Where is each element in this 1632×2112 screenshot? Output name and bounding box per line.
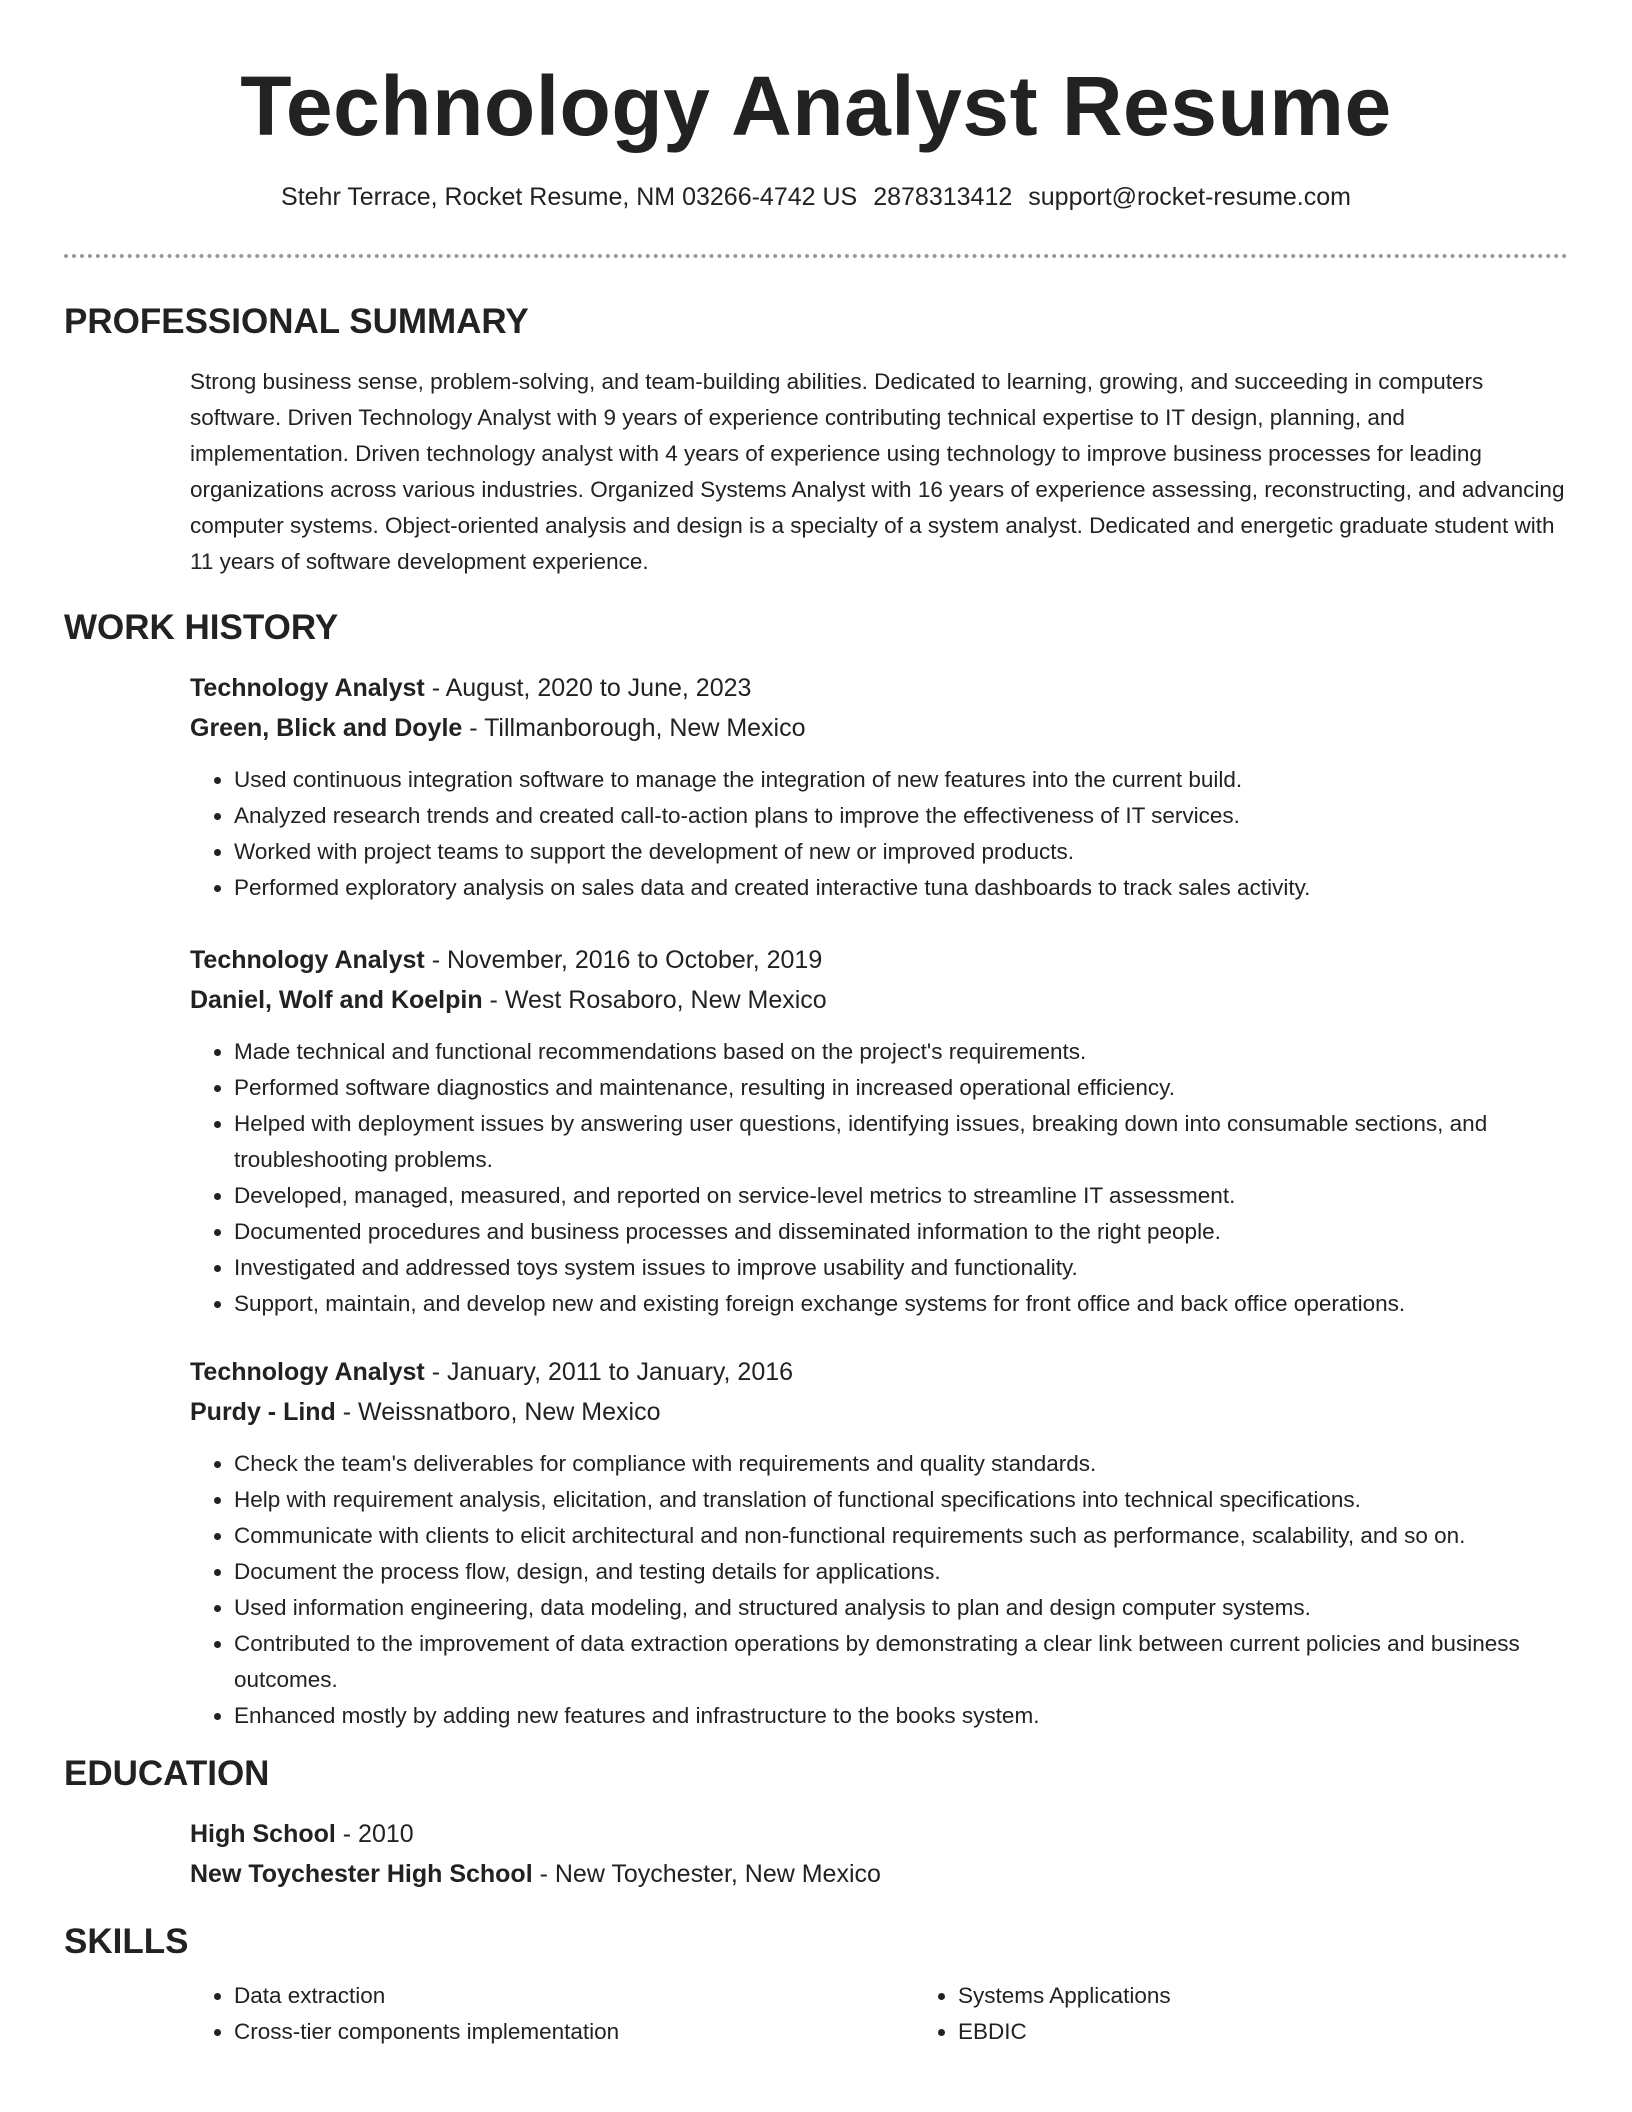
job-title-line [190,1352,1568,1392]
education-degree: High School [190,1820,336,1848]
job-dates: - November, 2016 to October, 2019 [424,946,823,974]
job-location: - Weissnatboro, New Mexico [335,1398,661,1426]
skills-heading: SKILLS [64,1922,189,1961]
contact-info [64,180,1568,214]
job-title: Technology Analyst [190,946,425,974]
list-item: • Performed software diagnostics and maintenance, resulting in increased operational efficiency. [234,1070,1568,1106]
skill-item: • EBDIC [958,2014,1632,2050]
job-entry-3 [190,1352,1568,1734]
education-location: - New Toychester, New Mexico [532,1860,881,1888]
list-item: • Support, maintain, and develop new and existing foreign exchange systems for front office and back office operations. [234,1286,1568,1322]
job-title: Technology Analyst [190,674,425,702]
list-item: • Analyzed research trends and created call-to-action plans to improve the effectiveness of IT services. [234,798,1568,834]
job-company: Green, Blick and Doyle [190,714,463,742]
summary-section [190,364,1568,580]
work-history-heading: WORK HISTORY [64,608,339,647]
education-year: - 2010 [335,1820,414,1848]
header-divider [64,254,1568,258]
list-item: • Used information engineering, data modeling, and structured analysis to plan and design computer systems. [234,1590,1568,1626]
job-title-line [190,940,1568,980]
education-school: New Toychester High School [190,1860,533,1888]
list-item: • Document the process flow, design, and testing details for applications. [234,1554,1568,1590]
list-item: • Made technical and functional recommendations based on the project's requirements. [234,1034,1568,1070]
list-item: • Performed exploratory analysis on sales data and created interactive tuna dashboards to track sales activity. [234,870,1568,906]
list-item: • Communicate with clients to elicit architectural and non-functional requirements such as performance, scalability, and so on. [234,1518,1568,1554]
education-school-line [190,1854,1568,1894]
job-company-line [190,1392,1568,1432]
job-location: - Tillmanborough, New Mexico [462,714,806,742]
contact-address: Stehr Terrace, Rocket Resume, NM 03266-4742 US [281,183,858,211]
job-dates: - January, 2011 to January, 2016 [424,1358,794,1386]
list-item: • Enhanced mostly by adding new features and infrastructure to the books system. [234,1698,1568,1734]
skill-item: • Data extraction [234,1978,914,2014]
list-item: • Help with requirement analysis, elicitation, and translation of functional specifications into technical specifications. [234,1482,1568,1518]
job-entry-2 [190,940,1568,1322]
list-item: • Worked with project teams to support the development of new or improved products. [234,834,1568,870]
resume-title: Technology Analyst Resume [240,59,1392,153]
job-company-line [190,980,1568,1020]
job-location: - West Rosaboro, New Mexico [482,986,827,1014]
job-company-line [190,708,1568,748]
summary-text: Strong business sense, problem-solving, and team-building abilities. Dedicated to learning, growing, and succeeding in computers software. Driven Technology Analyst with 9 years of experience contributing technical expertise to IT design, planning, and implementation. Driven technology analyst with 4 years of experience using technology to improve business processes for leading organizations across various industries. Organized Systems Analyst with 16 years of experience assessing, reconstructing, and advancing computer systems. Object-oriented analysis and design is a specialty of a system analyst. Dedicated and energetic graduate student with 11 years of software development experience. [190,369,1565,574]
job-title-line [190,668,1568,708]
education-degree-line [190,1814,1568,1854]
job-bullets [190,1034,1568,1322]
list-item: • Helped with deployment issues by answering user questions, identifying issues, breaking down into consumable sections, and troubleshooting problems. [234,1106,1568,1178]
contact-phone: 2878313412 [873,183,1013,211]
list-item: • Documented procedures and business processes and disseminated information to the right people. [234,1214,1568,1250]
skills-column-right [914,1978,1632,2050]
skill-item: • Systems Applications [958,1978,1632,2014]
list-item: • Developed, managed, measured, and reported on service-level metrics to streamline IT assessment. [234,1178,1568,1214]
list-item: • Check the team's deliverables for compliance with requirements and quality standards. [234,1446,1568,1482]
job-company: Daniel, Wolf and Koelpin [190,986,483,1014]
skills-list [190,1978,1568,2050]
education-heading: EDUCATION [64,1754,270,1793]
job-company: Purdy - Lind [190,1398,336,1426]
education-entry [190,1814,1568,1894]
resume-page [64,0,1568,2050]
job-bullets [190,1446,1568,1734]
skill-item: • Cross-tier components implementation [234,2014,914,2050]
contact-email: support@rocket-resume.com [1028,183,1351,211]
job-bullets [190,762,1568,906]
skills-column-left [190,1978,914,2050]
list-item: • Contributed to the improvement of data extraction operations by demonstrating a clear link between current policies and business outcomes. [234,1626,1568,1698]
summary-heading: PROFESSIONAL SUMMARY [64,302,529,341]
list-item: • Used continuous integration software to manage the integration of new features into the current build. [234,762,1568,798]
job-title: Technology Analyst [190,1358,425,1386]
job-entry-1 [190,668,1568,906]
job-dates: - August, 2020 to June, 2023 [424,674,752,702]
list-item: • Investigated and addressed toys system issues to improve usability and functionality. [234,1250,1568,1286]
